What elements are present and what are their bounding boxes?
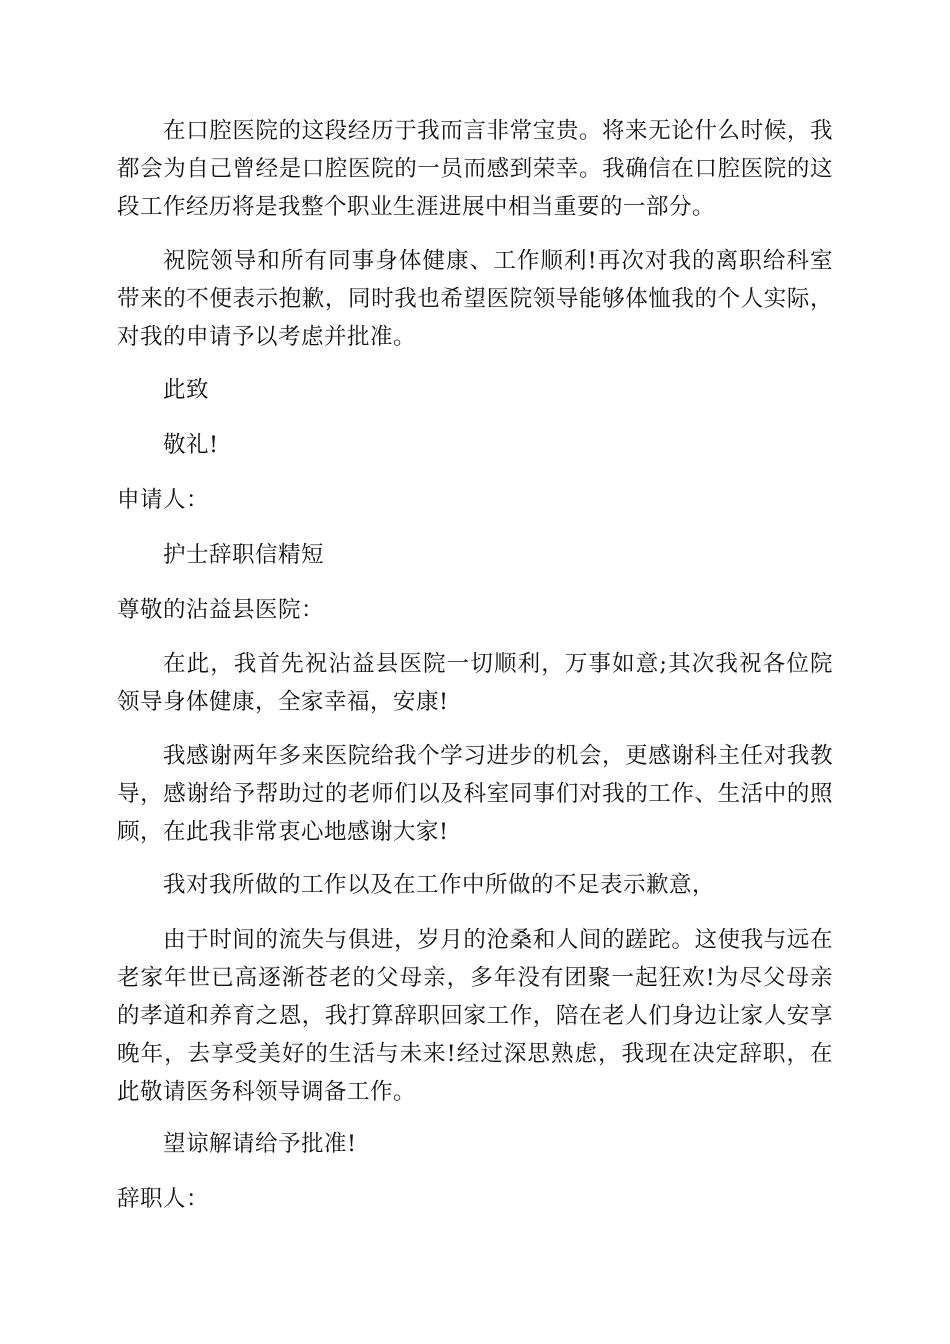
paragraph-experience: 在口腔医院的这段经历于我而言非常宝贵。将来无论什么时候，我都会为自己曾经是口腔医院的一员而感到荣幸。我确信在口腔医院的这段工作经历将是我整个职业生涯进展中相当重要的一部分。: [117, 118, 833, 220]
paragraph-apology: 我对我所做的工作以及在工作中所做的不足表示歉意，: [163, 872, 716, 898]
paragraph-greetings: 在此，我首先祝沾益县医院一切顺利，万事如意;其次我祝各位院领导身体健康，全家幸福，安康!: [117, 651, 833, 715]
section-title: 护士辞职信精短: [163, 542, 325, 568]
closing-jingli: 敬礼!: [163, 432, 219, 458]
salutation: 尊敬的沾益县医院：: [117, 597, 325, 623]
applicant-label: 申请人：: [117, 487, 210, 513]
paragraph-wishes: 祝院领导和所有同事身体健康、工作顺利!再次对我的离职给科室带来的不便表示抱歉，同时我也希望医院领导能够体恤我的个人实际，对我的申请予以考虑并批准。: [117, 248, 833, 350]
paragraph-reason: 由于时间的流失与俱进，岁月的沧桑和人间的蹉跎。这使我与远在老家年世已高逐渐苍老的父母亲，多年没有团聚一起狂欢!为尽父母亲的孝道和养育之恩，我打算辞职回家工作，陪在老人们身边让家人安享晚年，去享受美好的生活与未来!经过深思熟虑，我现在决定辞职，在此敬请医务科领导调备工作。: [117, 927, 833, 1105]
paragraph-thanks: 我感谢两年多来医院给我个学习进步的机会，更感谢科主任对我教导，感谢给予帮助过的老师们以及科室同事们对我的工作、生活中的照顾，在此我非常衷心地感谢大家!: [117, 743, 833, 845]
resigner-label: 辞职人：: [117, 1186, 210, 1212]
closing-cizhi: 此致: [163, 377, 210, 403]
paragraph-request: 望谅解请给予批准!: [163, 1131, 357, 1157]
